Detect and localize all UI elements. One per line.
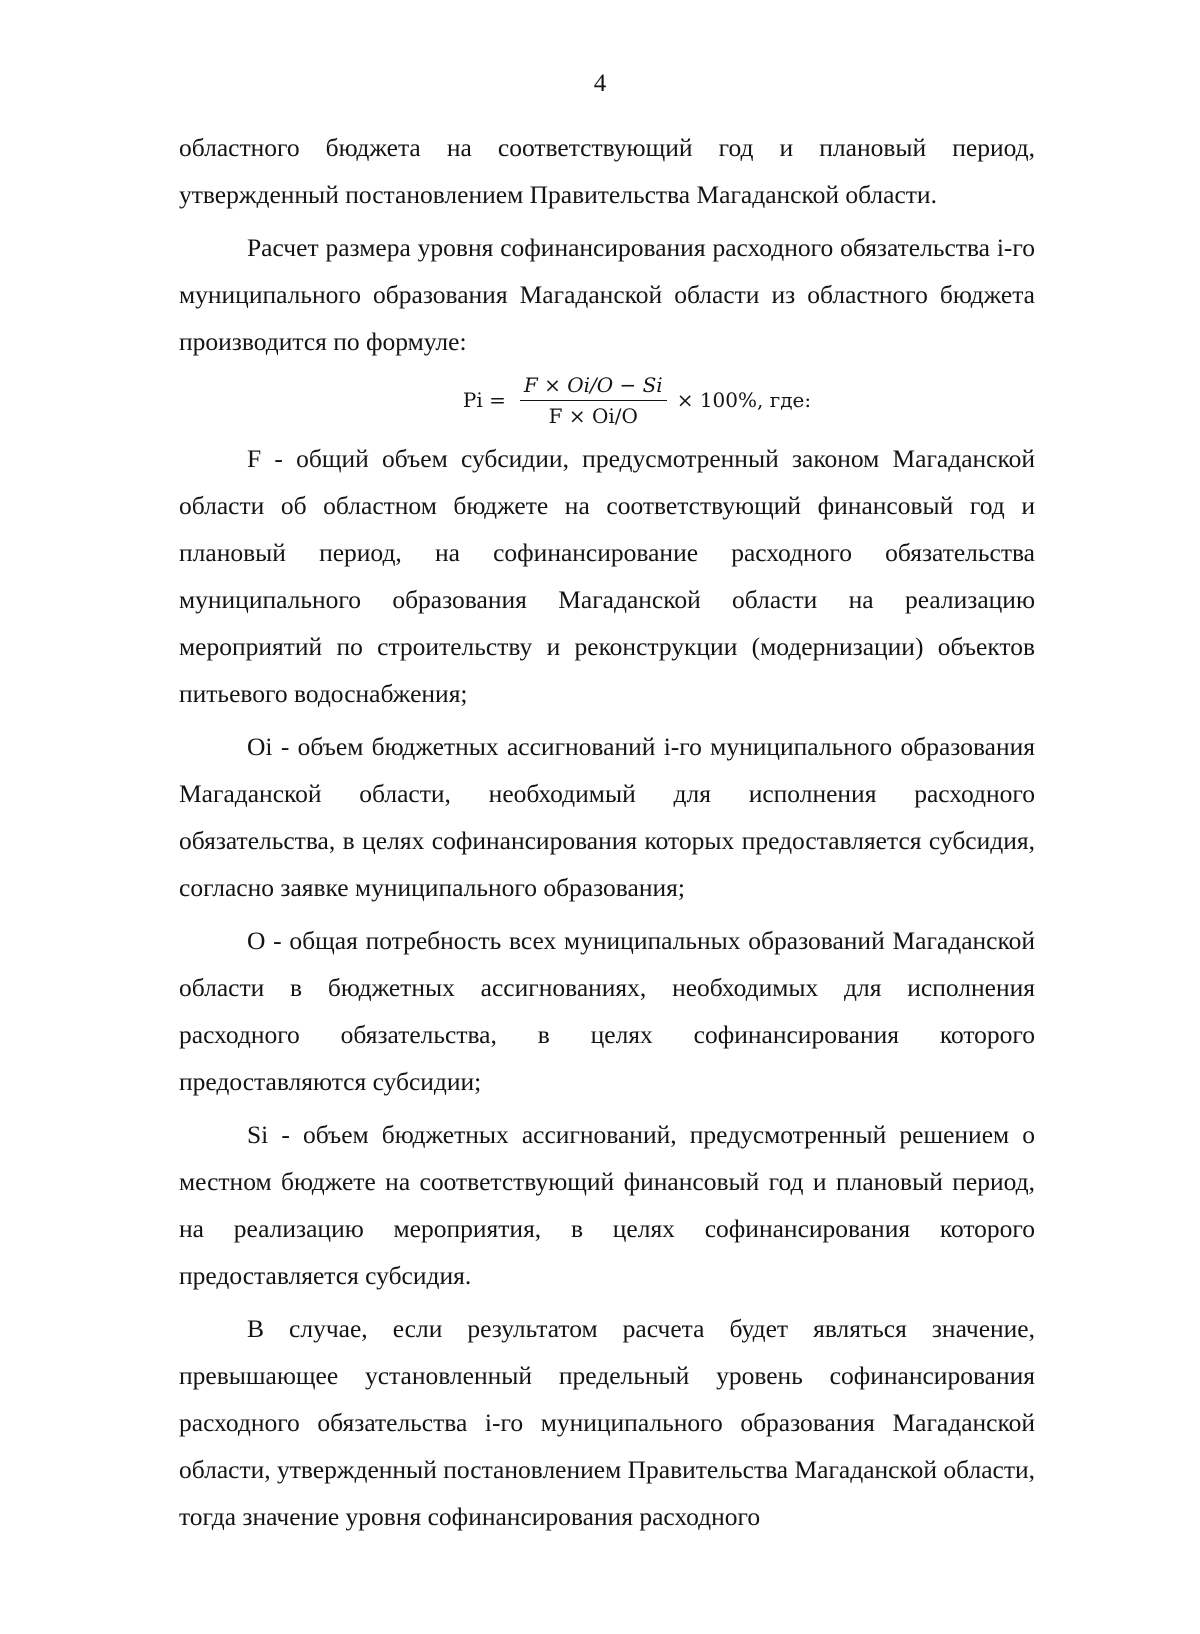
- paragraph-definition-si: Si - объем бюджетных ассигнований, предусмотренный решением о местном бюджете на соответствующий финансовый год и плановый период, на реализацию мероприятия, в целях софинансирования которого предоставляется субсидия.: [179, 1120, 1035, 1290]
- formula-rhs: × 100%, где:: [676, 388, 812, 412]
- paragraph-limit-case: В случае, если результатом расчета будет являться значение, превышающее установленный предельный уровень софинансирования расходного обязательства i-го муниципального образования Магаданской области, утвержденный постановлением Правительства Магаданской области, тогда значение уровня софинансирования расходного: [179, 1314, 1035, 1531]
- formula-lhs: Pi =: [462, 388, 506, 412]
- page-number: 4: [593, 70, 607, 97]
- paragraph-definition-o: О - общая потребность всех муниципальных образований Магаданской области в бюджетных ассигнованиях, необходимых для исполнения расходного обязательства, в целях софинансирования которого предоставляются субсидии;: [179, 926, 1035, 1096]
- paragraph-definition-f: F - общий объем субсидии, предусмотренный законом Магаданской области об областном бюджете на соответствующий финансовый год и плановый период, на софинансирование расходного обязательства муниципального образования Магаданской области на реализацию мероприятий по строительству и реконструкции (модернизации) объектов питьевого водоснабжения;: [179, 444, 1035, 708]
- formula-fraction: [520, 372, 667, 429]
- cofinancing-formula: [179, 365, 1035, 435]
- paragraph-continuation: областного бюджета на соответствующий год и плановый период, утвержденный постановлением Правительства Магаданской области.: [179, 133, 1035, 209]
- formula-denominator: F × Oi/O: [548, 403, 638, 428]
- paragraph-formula-intro: Расчет размера уровня софинансирования расходного обязательства i-го муниципального образования Магаданской области из областного бюджета производится по формуле:: [179, 233, 1035, 356]
- formula-numerator: F × Oi/O − Si: [520, 372, 667, 401]
- document-body: [179, 124, 1035, 1540]
- paragraph-definition-oi: Oi - объем бюджетных ассигнований i-го муниципального образования Магаданской области, необходимый для исполнения расходного обязательства, в целях софинансирования которых предоставляется субсидия, согласно заявке муниципального образования;: [179, 732, 1035, 902]
